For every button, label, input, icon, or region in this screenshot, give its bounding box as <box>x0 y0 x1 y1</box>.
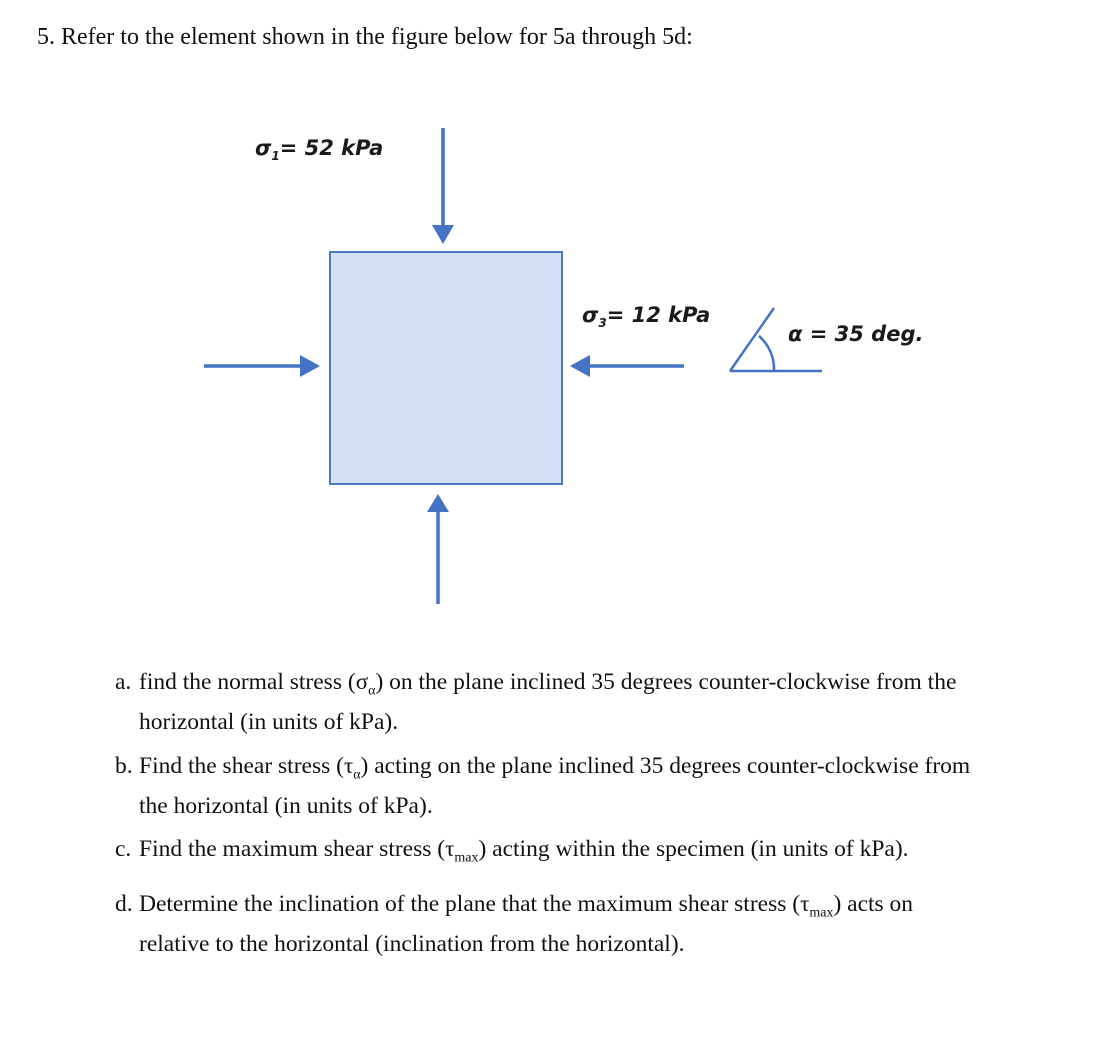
top-arrow <box>432 128 454 244</box>
question-a: a. find the normal stress $(\sigma_\alpha)$ on the plane inclined 35 degrees counter-clockwise from the horizontal (in units of kPa). <box>115 669 957 735</box>
left-arrow <box>204 355 320 377</box>
bottom-arrow <box>427 494 449 604</box>
question-d: d. Determine the inclination of the plane that the maximum shear stress $(\tau_{max})$ acts on relative to the horizontal (inclination from the horizontal). <box>115 891 914 957</box>
sigma-alpha-symbol: $\sigma_\alpha$ <box>355 669 376 699</box>
tau-alpha-symbol: $\tau_\alpha$ <box>343 753 361 783</box>
sigma1-label: $\sigma_1= 52$ kPa <box>255 136 384 164</box>
tau-max-symbol: $\tau_{max}$ <box>445 836 479 866</box>
question-c: c. Find the maximum shear stress $(\tau_{max})$ acting within the specimen (in units of kPa). <box>115 836 909 866</box>
tau-max-symbol: $\tau_{max}$ <box>800 891 834 921</box>
sigma3-label: $\sigma_3= 12$ kPa <box>582 303 711 331</box>
problem-heading: 5. Refer to the element shown in the figure below for 5a through 5d: <box>37 24 693 50</box>
question-b: b. Find the shear stress $(\tau_\alpha)$ acting on the plane inclined 35 degrees counter-clockwise from the horizontal (in units of kPa). <box>115 753 971 819</box>
stress-element-square <box>330 252 562 484</box>
right-arrow <box>570 355 684 377</box>
alpha-label: α = 35 deg. <box>788 322 924 346</box>
